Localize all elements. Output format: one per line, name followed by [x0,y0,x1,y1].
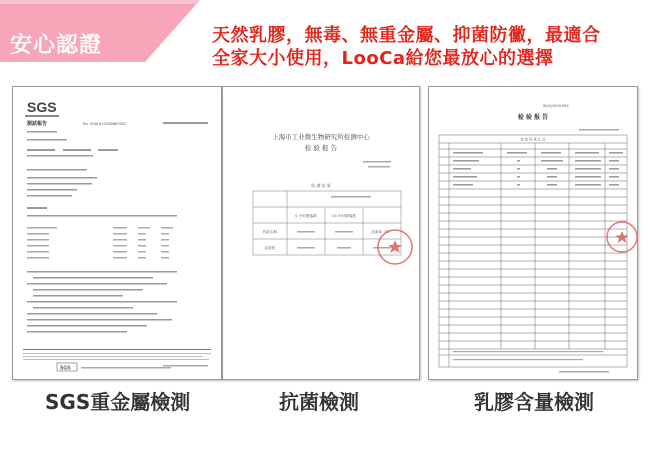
latex-report-title: 检 验 报 告 [517,114,549,121]
svg-text:SGS: SGS [60,365,71,372]
sgs-caption: SGS重金屬檢測 [45,390,191,414]
antibacterial-report-document [222,86,420,380]
col-time: 0 小时菌落数 [295,214,317,218]
antibacterial-report-page [223,87,419,379]
latex-report-page [429,87,637,379]
latex-report-number: W(G)2009-692 [543,104,569,108]
headline-line-2: 全家大小使用，LooCa給您最放心的選擇 [212,48,554,69]
sgs-report-page [13,87,221,379]
sgs-report-title: 測試報告 [27,121,48,127]
latex-report-document [428,86,638,380]
headline [212,24,601,70]
headline-line-1: 天然乳膠，無毒、無重金屬、抑菌防黴，最適合 [212,25,601,46]
antibacterial-header: 上海市工业微生物研究所检测中心 [272,133,370,141]
latex-result-table [439,135,627,367]
antibacterial-caption: 抗菌檢測 [279,390,359,414]
banner-label: 安心認證 [10,33,103,58]
col-count: 24 小时菌落数 [332,214,356,218]
sgs-report-number: No. SHAHL12058863002 [83,122,127,126]
row-name: 乳胶枕 [264,246,276,250]
col-sample: 样品名称 [262,230,278,234]
col-rate: 抗菌率（%） [371,230,393,234]
sgs-report-document [12,86,222,380]
sgs-logo: SGS [27,99,57,115]
antibacterial-subheader: 检 验 报 告 [304,144,338,152]
antibacterial-result-title: 检 测 结 果 [311,183,331,188]
latex-caption: 乳膠含量檢測 [474,390,594,414]
latex-table-title: 检 验 结 果 汇 总 [520,137,546,142]
